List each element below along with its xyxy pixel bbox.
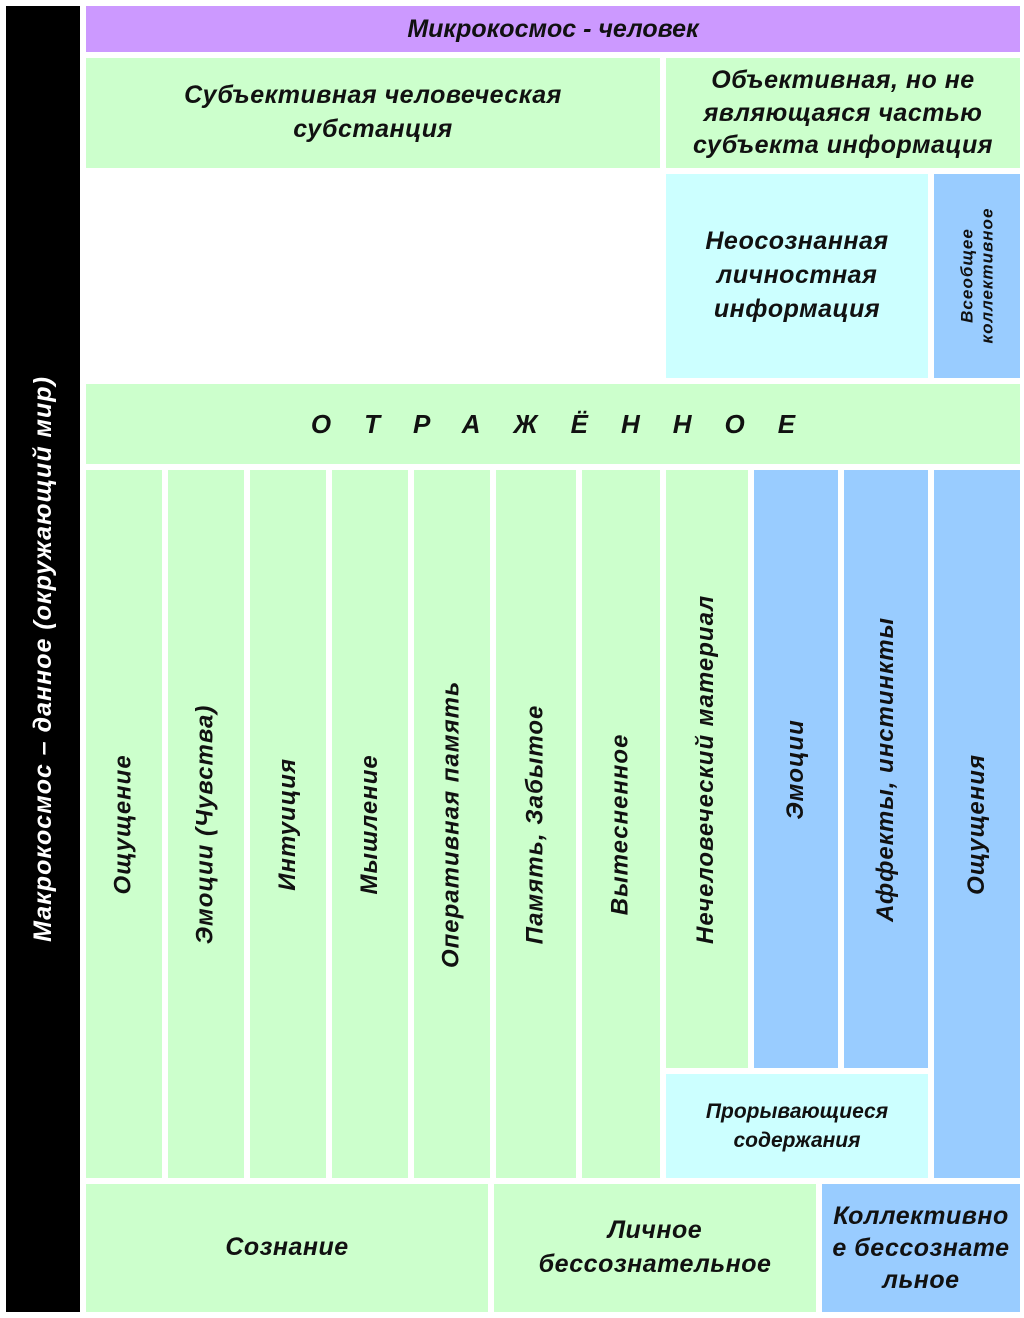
column-label: Аффекты, инстинкты [871,616,899,922]
unconscious-personal-info-label: Неосознанная личностная информация [705,227,889,323]
column-label: Нечеловеческий материал [692,594,720,944]
column-operative-memory [414,470,490,1178]
column-emotions-feelings [168,470,244,1178]
column-label: Эмоции [781,718,809,820]
consciousness-box [86,1184,488,1312]
column-thinking [332,470,408,1178]
subjective-substance-label: Субъективная человеческая субстанция [184,81,562,143]
microcosm-header [86,6,1020,52]
column-emotions [754,470,838,1068]
column-label: Ощущения [962,753,990,895]
universal-collective-box [934,174,1020,378]
microcosm-label: Микрокосмос - человек [407,14,699,43]
reflected-label: ОТРАЖЁННОЕ [310,408,829,439]
column-label: Оперативная память [437,680,465,968]
subjective-substance-box [86,58,660,168]
column-affects-instincts [844,470,928,1068]
personal-unconscious-label: Личное бессознательное [538,1216,772,1278]
personal-unconscious-box [494,1184,816,1312]
column-label: Эмоции (Чувства) [191,704,219,944]
objective-information-label: Объективная, но не являющаяся частью субъекта информация [692,66,994,160]
breakthrough-contents-box [666,1074,928,1178]
column-sensations [934,470,1020,1178]
universal-collective-label: Всеобщее коллективное [957,208,997,344]
objective-information-box [666,58,1020,168]
macrocosm-bar [6,6,80,1312]
column-memory-forgotten [496,470,576,1178]
column-label: Мышление [355,753,383,895]
consciousness-label: Сознание [225,1233,349,1262]
collective-unconscious-label: Коллективное бессознательное [832,1202,1010,1294]
collective-unconscious-box [822,1184,1020,1312]
column-label: Интуиция [273,757,301,891]
column-label: Вытесненное [606,733,634,915]
column-label: Ощущение [109,753,137,895]
macrocosm-label: Макрокосмос – данное (окружающий мир) [29,376,58,942]
column-repressed [582,470,660,1178]
unconscious-personal-info-box [666,174,928,378]
reflected-band [86,384,1020,464]
column-sensation [86,470,162,1178]
breakthrough-contents-label: Прорывающиеся содержания [705,1099,889,1152]
column-nonhuman-material [666,470,748,1068]
column-label: Память, Забытое [521,704,549,944]
column-intuition [250,470,326,1178]
